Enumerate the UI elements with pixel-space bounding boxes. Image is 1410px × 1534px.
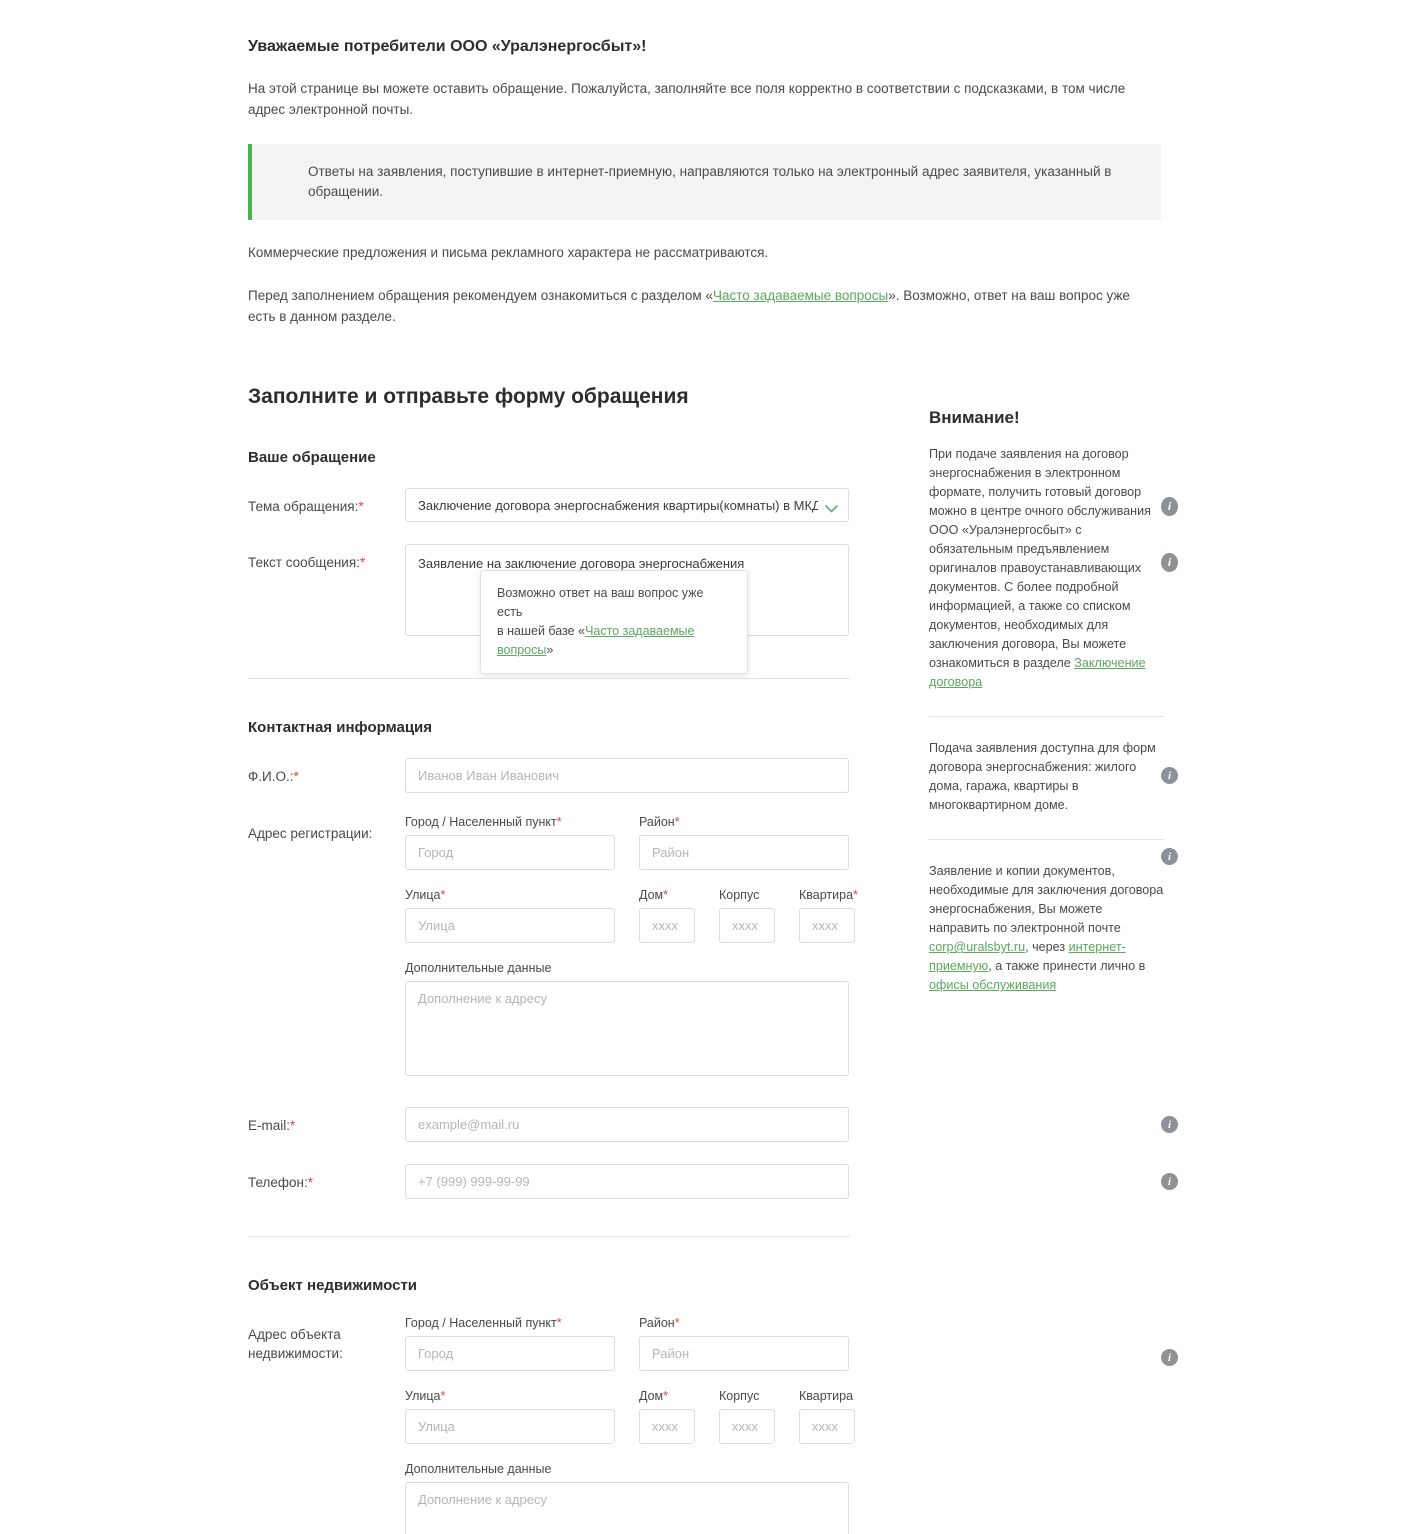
label-prop-extra: Дополнительные данные (405, 1462, 552, 1476)
reg-street-input[interactable] (405, 908, 615, 943)
label-prop-street-text: Улица (405, 1389, 441, 1403)
prop-block-group (719, 1389, 775, 1444)
required-mark: * (674, 815, 680, 829)
reg-block-group (719, 888, 775, 943)
prop-extra-group (405, 1462, 1146, 1534)
required-mark: * (307, 1175, 314, 1190)
info-icon-email[interactable]: i (1161, 1116, 1178, 1133)
message-wrap (405, 544, 849, 657)
prop-city-district (405, 1316, 1146, 1371)
label-street (405, 888, 615, 902)
intro-paragraph-3 (248, 285, 1143, 327)
label-flat-text: Квартира (799, 888, 854, 902)
label-district-text: Район (639, 815, 675, 829)
info-icon-fio[interactable]: i (1161, 767, 1178, 784)
info-icon-subject[interactable]: i (1161, 497, 1178, 516)
aside-block-2: Подача заявления доступна для форм договора энергоснабжения: жилого дома, гаража, квартиры в многоквартирном доме. (929, 741, 1156, 812)
row-property-address (248, 1316, 1178, 1534)
label-phone-text: Телефон: (248, 1175, 308, 1190)
required-mark: * (359, 555, 366, 570)
required-mark: * (440, 1389, 446, 1403)
label-prop-house (639, 1389, 695, 1403)
tooltip-before: в нашей базе « (497, 624, 586, 638)
prop-street-input[interactable] (405, 1409, 615, 1444)
aside-email-link[interactable]: corp@uralsbyt.ru (929, 940, 1026, 954)
aside-contract-link[interactable]: Заключение договора (929, 656, 1146, 689)
reg-extra-textarea[interactable] (405, 981, 849, 1076)
prop-district-group (639, 1316, 849, 1371)
prop-district-input[interactable] (639, 1336, 849, 1371)
label-prop-block: Корпус (719, 1389, 760, 1403)
prop-block-input[interactable] (719, 1409, 775, 1444)
aside-block-3-b: , через (1025, 940, 1069, 954)
required-mark: * (293, 769, 299, 784)
aside-divider-2 (929, 839, 1164, 840)
reg-flat-group (799, 888, 858, 943)
reg-house-group (639, 888, 695, 943)
required-mark: * (674, 1316, 680, 1330)
reg-district-input[interactable] (639, 835, 849, 870)
page-title: Уважаемые потребители ООО «Уралэнергосбыт»! (248, 38, 647, 55)
label-house-text: Дом (639, 888, 664, 902)
notice-text: Ответы на заявления, поступившие в интернет-приемную, направляются только на электронный адрес заявителя, указанный в обращении. (308, 164, 1112, 199)
label-fio (248, 758, 405, 786)
prop-flat-group (799, 1389, 855, 1444)
faq-link[interactable]: Часто задаваемые вопросы (712, 288, 889, 303)
label-prop-district-text: Район (639, 1316, 675, 1330)
faq-text-after: ». Возможно, ответ на ваш вопрос уже есть в данном разделе. (248, 288, 1130, 324)
aside-block-3-c: , а также принести лично в (988, 959, 1146, 973)
required-mark: * (290, 1118, 296, 1133)
label-extra: Дополнительные данные (405, 961, 552, 975)
aside-attention (929, 408, 1164, 995)
info-icon-property-address[interactable]: i (1161, 1349, 1178, 1366)
aside-block-3 (929, 862, 1164, 995)
prop-city-input[interactable] (405, 1336, 615, 1371)
field-phone (405, 1164, 1146, 1199)
aside-block-1 (929, 445, 1164, 692)
label-district (639, 815, 849, 829)
label-email-text: E-mail: (248, 1118, 291, 1133)
tooltip-line-1: Возможно ответ на ваш вопрос уже есть (497, 586, 704, 619)
field-property-address (405, 1316, 1146, 1534)
label-prop-city-text: Город / Населенный пункт (405, 1316, 557, 1330)
section-title-property: Объект недвижимости (248, 1277, 418, 1294)
form-heading: Заполните и отправьте форму обращения (248, 385, 689, 408)
faq-text-before: Перед заполнением обращения рекомендуем ознакомиться с разделом « (248, 288, 713, 303)
tooltip-after: » (546, 643, 554, 657)
label-phone (248, 1164, 405, 1192)
prop-flat-input[interactable] (799, 1409, 855, 1444)
aside-block-3-a: Заявление и копии документов, необходимые для заключения договора энергоснабжения, Вы можете направить по электронной почте (929, 864, 1164, 935)
required-mark: * (556, 1316, 562, 1330)
section-title-contacts: Контактная информация (248, 719, 433, 736)
subject-select-wrap (405, 488, 849, 522)
label-prop-city (405, 1316, 615, 1330)
intro-paragraph-1: На этой странице вы можете оставить обращение. Пожалуйста, заполняйте все поля корректно в соответствии с подсказками, в том числе адрес электронной почты. (248, 81, 1126, 117)
row-phone (248, 1164, 1178, 1199)
prop-street-group (405, 1389, 615, 1444)
label-message (248, 544, 405, 572)
info-icon-message[interactable]: i (1161, 553, 1178, 572)
prop-house-group (639, 1389, 695, 1444)
aside-offices-link[interactable]: офисы обслуживания (929, 978, 1057, 992)
label-prop-street (405, 1389, 615, 1403)
required-mark: * (853, 888, 858, 902)
required-mark: * (663, 888, 669, 902)
label-house (639, 888, 695, 902)
prop-extra-textarea[interactable] (405, 1482, 849, 1534)
row-email (248, 1107, 1178, 1142)
divider-1 (248, 678, 850, 679)
reg-city-input[interactable] (405, 835, 615, 870)
label-prop-district (639, 1316, 849, 1330)
info-icon-reg-address[interactable]: i (1161, 848, 1178, 865)
label-prop-flat: Квартира (799, 1389, 854, 1403)
label-city-text: Город / Населенный пункт (405, 815, 557, 829)
label-flat (799, 888, 858, 902)
aside-title: Внимание! (929, 408, 1020, 427)
faq-tooltip (480, 570, 748, 674)
reg-district-group (639, 815, 849, 870)
label-message-text: Текст сообщения: (248, 555, 360, 570)
reg-street-group (405, 888, 615, 943)
label-street-text: Улица (405, 888, 441, 902)
prop-house-input[interactable] (639, 1409, 695, 1444)
required-mark: * (663, 1389, 669, 1403)
label-prop-house-text: Дом (639, 1389, 664, 1403)
reg-house-input[interactable] (639, 908, 695, 943)
aside-reception-link[interactable]: интернет-приемную (929, 940, 1126, 973)
reg-block-input[interactable] (719, 908, 775, 943)
label-email (248, 1107, 405, 1135)
intro-paragraph-2: Коммерческие предложения и письма рекламного характера не рассматриваются. (248, 245, 769, 260)
info-icon-phone[interactable]: i (1161, 1173, 1178, 1190)
subject-select[interactable] (405, 488, 849, 522)
prop-city-group (405, 1316, 615, 1371)
reg-flat-input[interactable] (799, 908, 855, 943)
label-reg-address: Адрес регистрации: (248, 826, 373, 841)
aside-divider-1 (929, 716, 1164, 717)
label-fio-text: Ф.И.О.: (248, 769, 294, 784)
required-mark: * (358, 499, 364, 514)
section-title-appeal: Ваше обращение (248, 449, 376, 466)
divider-2 (248, 1236, 850, 1237)
phone-input[interactable] (405, 1164, 849, 1199)
field-email (405, 1107, 1146, 1142)
required-mark: * (556, 815, 562, 829)
notice-box (248, 144, 1161, 220)
label-subject-text: Тема обращения: (248, 499, 359, 514)
label-subject (248, 488, 405, 516)
reg-city-group (405, 815, 615, 870)
required-mark: * (440, 888, 446, 902)
label-property-address: Адрес объекта недвижимости: (248, 1327, 343, 1361)
tooltip-faq-link[interactable]: Часто задаваемые вопросы (497, 624, 695, 657)
email-input[interactable] (405, 1107, 849, 1142)
label-city (405, 815, 615, 829)
tooltip-line-2 (497, 622, 731, 660)
aside-block-1-text: При подаче заявления на договор энергоснабжения в электронном формате, получить готовый договор можно в центре очного обслуживания ООО «Уралэнергосбыт» с обязательным предъявлением оригиналов правоустанавливающих документов. С более подробной информацией, а также со списком документов, необходимых для заключения договора, Вы можете ознакомиться в разделе (929, 447, 1151, 670)
prop-street-row (405, 1389, 1146, 1444)
label-block: Корпус (719, 888, 760, 902)
fio-input[interactable] (405, 758, 849, 793)
